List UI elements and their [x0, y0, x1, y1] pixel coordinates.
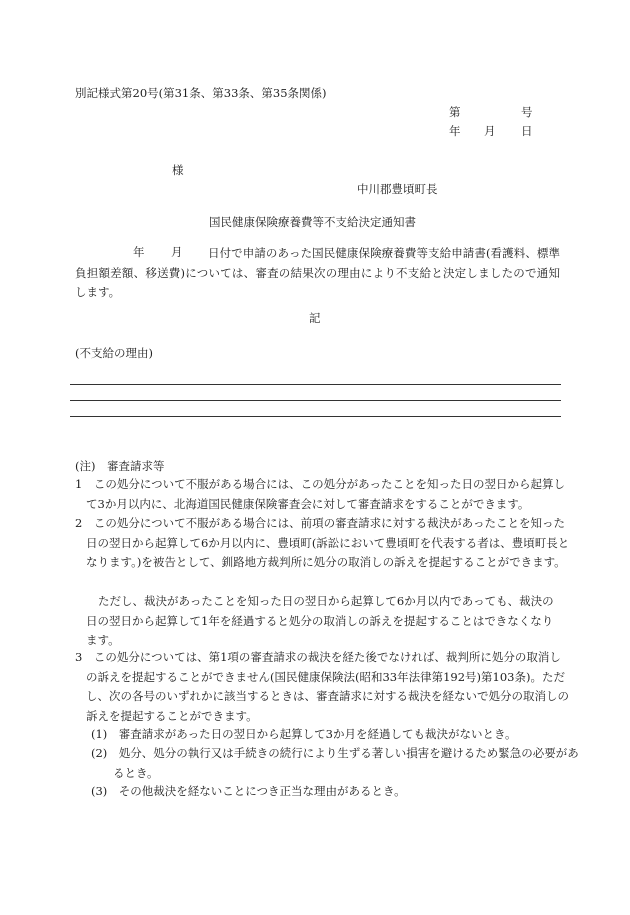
- reason-line-1: [70, 384, 561, 385]
- note-item-2: 2 この処分について不服がある場合には、前項の審査請求に対する裁決があったことを知った日の翌日から起算して6か月以内に、豊頃町(訴訟において豊頃町を代表する者は、豊頃町長となります。)を被告として、釧路地方裁判所に処分の取消しの訴えを提起することができます。: [75, 516, 570, 569]
- date-month: 月: [484, 124, 496, 138]
- note-item-2-continued: ただし、裁決があったことを知った日の翌日から起算して6か月以内であっても、裁決の日の翌日から起算して1年を経過すると処分の取消しの訴えを提起することはできなくなります。: [86, 594, 554, 647]
- intro-year: 年: [133, 245, 145, 259]
- date-day: 日: [521, 124, 533, 138]
- sender: 中川郡豊頃町長: [357, 182, 438, 196]
- reason-label: (不支給の理由): [75, 346, 153, 360]
- note-item-1: 1 この処分について不服がある場合には、この処分があったことを知った日の翌日から起算して3か月以内に、北海道国民健康保険審査会に対して審査請求をすることができます。: [75, 477, 565, 511]
- doc-number-prefix: 第: [449, 105, 461, 119]
- note-sub-item-1: (1) 審査請求があった日の翌日から起算して3か月を経過しても裁決がないとき。: [91, 727, 517, 741]
- reason-line-3: [70, 416, 561, 417]
- note-sub-item-2: (2) 処分、処分の執行又は手続きの続行により生ずる著しい損害を避けるため緊急の必要があるとき。: [91, 746, 579, 780]
- note-sub-item-3: (3) その他裁決を経ないことにつき正当な理由があるとき。: [91, 784, 406, 798]
- reason-line-2: [70, 400, 561, 401]
- form-label: 別記様式第20号(第31条、第33条、第35条関係): [75, 86, 327, 100]
- intro-paragraph: 日付で申請のあった国民健康保険療養費等支給申請書(看護料、標準負担額差額、移送費)については、審査の結果次の理由により不支給と決定しましたので通知します。: [75, 246, 560, 299]
- note-item-3: 3 この処分については、第1項の審査請求の裁決を経た後でなければ、裁判所に処分の取消しの訴えを提起することができません(国民健康保険法(昭和33年法律第192号)第103条)。ただし、次の各号のいずれかに該当するときは、審査請求に対する裁決を経ないで処分の取消しの訴えを提起することができます。: [75, 650, 569, 723]
- intro-month: 月: [171, 245, 183, 259]
- document-title: 国民健康保険療養費等不支給決定通知書: [209, 215, 416, 229]
- doc-number-suffix: 号: [521, 105, 533, 119]
- notes-heading: (注) 審査請求等: [75, 459, 165, 473]
- date-year: 年: [449, 124, 461, 138]
- addressee-honorific: 様: [172, 163, 184, 177]
- ki-heading: 記: [309, 311, 321, 325]
